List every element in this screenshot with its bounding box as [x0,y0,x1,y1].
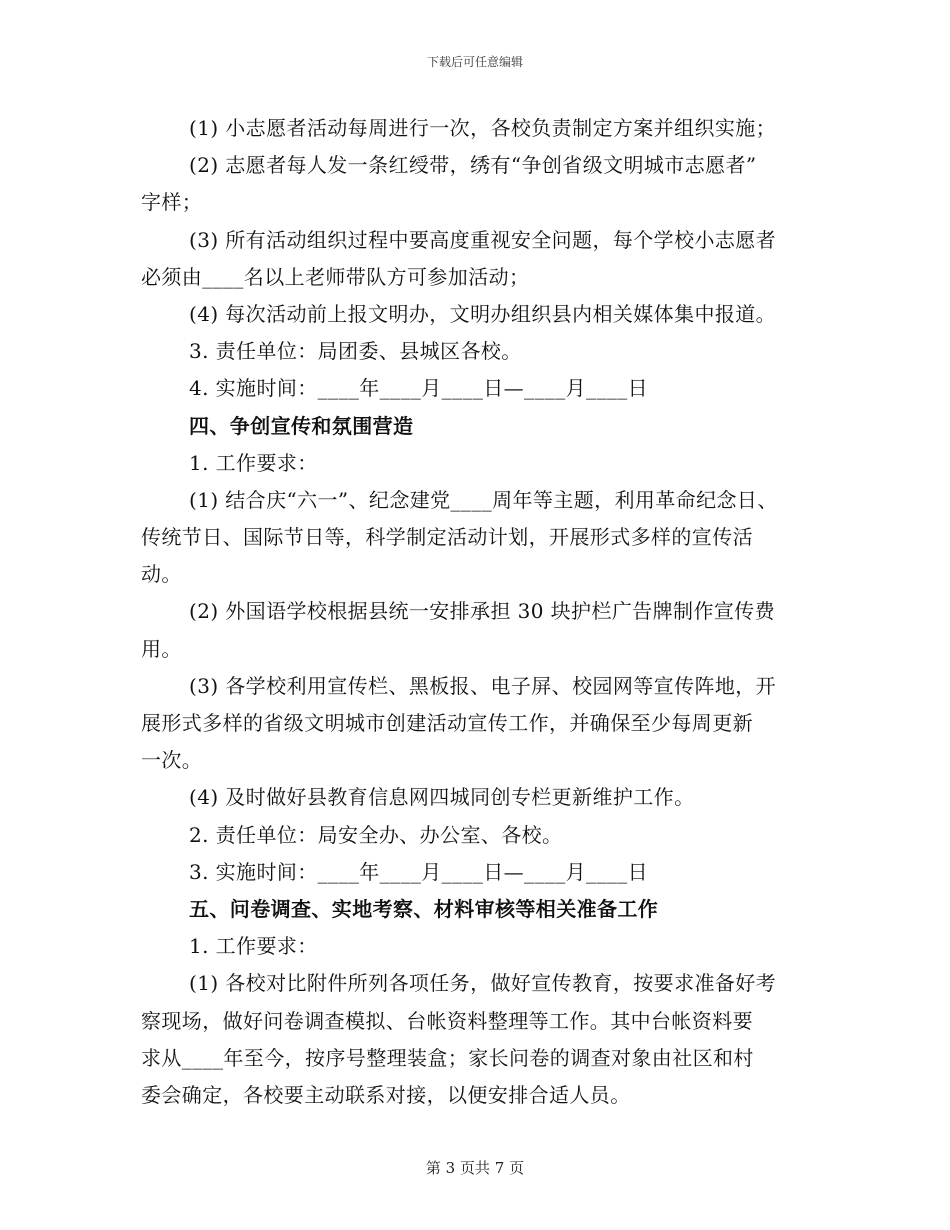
text-line: (2) 志愿者每人发一条红绶带，绣有“争创省级文明城市志愿者” [189,153,757,178]
text-line: 3. 实施时间：____年____月____日—____月____日 [189,859,649,884]
text-line: 1. 工作要求： [189,934,318,959]
text-line: 字样； [141,190,203,215]
section-heading: 五、问卷调查、实地考察、材料审核等相关准备工作 [189,896,659,921]
text-line: (4) 每次活动前上报文明办，文明办组织县内相关媒体集中报道。 [189,301,777,326]
text-line: (3) 所有活动组织过程中要高度重视安全问题，每个学校小志愿者 [189,227,777,252]
text-line: 4. 实施时间：____年____月____日—____月____日 [189,376,649,401]
text-line: 展形式多样的省级文明城市创建活动宣传工作，并确保至少每周更新 [141,711,753,735]
text-line: 委会确定，各校要主动联系对接，以便安排合适人员。 [141,1082,631,1107]
text-line: 2. 责任单位：局安全办、办公室、各校。 [189,822,563,847]
page-header: 下载后可任意编辑 [426,55,523,69]
text-line: (3) 各学校利用宣传栏、黑板报、电子屏、校园网等宣传阵地，开 [189,673,777,698]
text-line: 动。 [141,562,182,587]
document-body [141,110,811,1114]
text-line: 用。 [141,636,182,661]
text-line: 必须由____名以上老师带队方可参加活动； [141,264,530,289]
text-line: (1) 小志愿者活动每周进行一次，各校负责制定方案并组织实施； [189,116,777,140]
text-line: (1) 结合庆“六一”、纪念建党____周年等主题，利用革命纪念日、 [189,487,778,512]
section-heading: 四、争创宣传和氛围营造 [189,413,414,438]
page-number: 第 3 页共 7 页 [425,1159,525,1177]
text-line: 1. 工作要求： [189,450,318,475]
text-line: (4) 及时做好县教育信息网四城同创专栏更新维护工作。 [189,785,695,810]
text-line: 传统节日、国际节日等，科学制定活动计划，开展形式多样的宣传活 [141,525,753,550]
text-line: (2) 外国语学校根据县统一安排承担 30 块护栏广告牌制作宣传费 [189,599,776,624]
text-line: 察现场，做好问卷调查模拟、台帐资料整理等工作。其中台帐资料要 [141,1008,753,1033]
text-line: 一次。 [141,748,203,773]
text-line: (1) 各校对比附件所列各项任务，做好宣传教育，按要求准备好考 [189,971,777,996]
text-line: 3. 责任单位：局团委、县城区各校。 [189,339,522,364]
text-line: 求从____年至今，按序号整理装盒；家长问卷的调查对象由社区和村 [141,1045,754,1070]
